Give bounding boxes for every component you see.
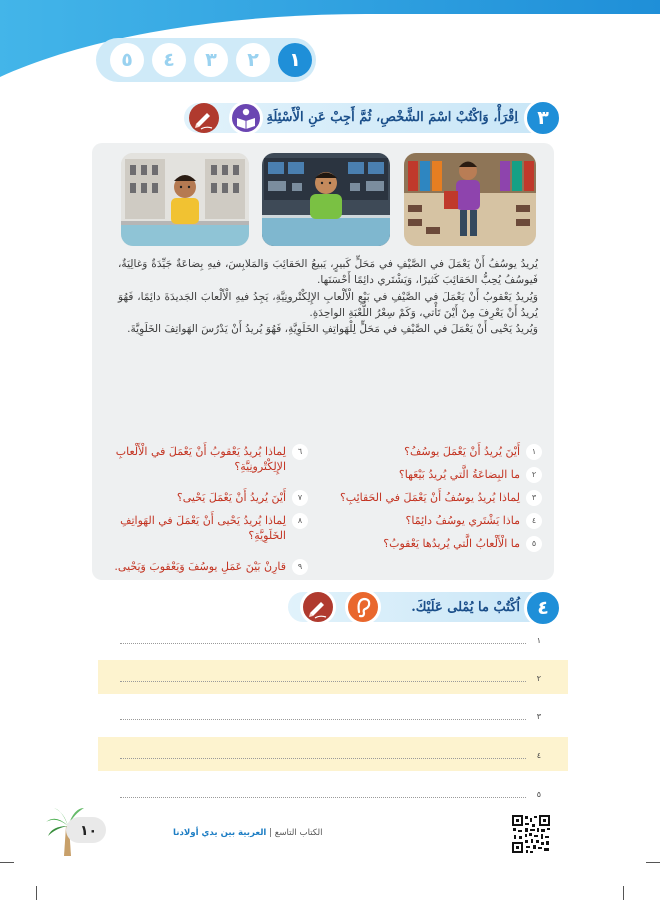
question-5: ما الْأَلْعابُ الَّتي يُريدُها يَعْقوبُ؟ [383, 537, 520, 550]
step-2[interactable]: ٢ [236, 43, 270, 77]
dictation-line-3[interactable] [98, 698, 568, 732]
question-number: ١ [526, 444, 542, 460]
section-4-title: اُكْتُبْ ما يُمْلى عَلَيْكَ. [411, 600, 520, 615]
crop-mark [36, 886, 37, 900]
footer-book-title [173, 828, 323, 838]
question-9: قارِنْ بَيْنَ عَمَلِ يوسُفَ وَيَعْقوبَ وَيَحْيى. [114, 560, 286, 573]
question-number: ٥ [526, 536, 542, 552]
crop-mark [623, 886, 624, 900]
dictation-line-1[interactable] [98, 622, 568, 656]
question-number: ٢ [526, 467, 542, 483]
question-1: أَيْنَ يُريدُ أَنْ يَعْمَلَ يوسُفُ؟ [404, 445, 520, 458]
step-3[interactable]: ٣ [194, 43, 228, 77]
listen-ear-icon [345, 589, 381, 625]
crop-mark [646, 862, 660, 863]
write-pen-icon [300, 589, 336, 625]
read-book-icon [229, 101, 263, 135]
line-number: ٤ [536, 751, 541, 760]
write-pen-icon-graphic [189, 103, 219, 133]
question-number: ٨ [292, 513, 308, 529]
section-3-number-badge: ٣ [524, 99, 562, 137]
line-number: ١ [536, 636, 541, 645]
question-8: لِماذا يُريدُ يَحْيى أَنْ يَعْمَلَ في الهَواتِفِ الخَلَوِيَّةِ؟ [120, 514, 286, 542]
question-number: ٦ [292, 444, 308, 460]
question-3: لِماذا يُريدُ يوسُفُ أَنْ يَعْمَلَ في الحَقائِبِ؟ [339, 491, 520, 504]
passage-paragraph-yahya: وَيُريدُ يَحْيى أَنْ يَعْمَلَ في الصَّيْفِ في مَحَلٍّ لِلْهَواتِفِ الخَلَوِيَّةِ، فَهُوَ يُريدُ أَنْ يَدْرُسَ الهَواتِفَ الخَلَوِيَّةَ. [127, 323, 538, 336]
question-number: ٩ [292, 559, 308, 575]
question-number: ٧ [292, 490, 308, 506]
step-5[interactable]: ٥ [110, 43, 144, 77]
clothing-shop-illustration [404, 153, 536, 246]
passage-paragraph-yaqub: وَيُريدُ يَعْقوبُ أَنْ يَعْمَلَ في الصَّيْفِ في بَيْعِ الْأَلْعابِ الإِلِكْتْرونِيَّةِ، يَجِدُ فيهِ الْأَلْعابَ الجَديدَةَ دائِمًا، فَهُوَ يُريدُ أَنْ يَعْرِفَ مِنْ أَيْنَ تَأْتي، وَكَمْ سِعْرُ اللُّعْبَةِ الواحِدَةِ. [118, 290, 538, 319]
footer-series-name: العربية بين يدي أولادنا [173, 828, 267, 838]
electronics-shop-illustration [262, 153, 390, 246]
writing-line[interactable] [120, 681, 526, 682]
question-6: لِماذا يُريدُ يَعْقوبُ أَنْ يَعْمَلَ في الْأَلْعابِ الإِلِكْتْرونِيَّةِ؟ [115, 445, 286, 473]
step-1-active[interactable]: ١ [278, 43, 312, 77]
clothing-shop-boy-photo [404, 153, 536, 246]
qr-code[interactable] [511, 814, 551, 854]
question-number: ٣ [526, 490, 542, 506]
line-number: ٣ [536, 712, 541, 721]
read-book-icon-graphic [232, 104, 260, 132]
writing-line[interactable] [120, 797, 526, 798]
dictation-line-4[interactable] [98, 737, 568, 771]
listen-ear-icon-graphic [348, 592, 378, 622]
writing-line[interactable] [120, 643, 526, 644]
question-2: ما البِضاعَةُ الَّتي يُريدُ بَيْعَها؟ [398, 468, 520, 481]
phone-shop-boy-photo [121, 153, 249, 246]
page-number: ١٠ [80, 823, 98, 839]
phone-shop-illustration [121, 153, 249, 246]
section-4-number-badge: ٤ [524, 589, 562, 627]
dictation-line-2[interactable] [98, 660, 568, 694]
footer-separator: | [266, 828, 273, 838]
question-4: ماذا يَشْتَري يوسُفُ دائِمًا؟ [405, 514, 520, 527]
reading-passage [118, 256, 538, 337]
question-number: ٤ [526, 513, 542, 529]
writing-line[interactable] [120, 719, 526, 720]
line-number: ٥ [536, 790, 541, 799]
passage-paragraph-yusuf: يُريدُ يوسُفُ أَنْ يَعْمَلَ في الصَّيْفِ في مَحَلٍّ كَبيرٍ، يَبيعُ الحَقائِبَ وَالمَلابِسَ، فيهِ بِضاعَةٌ جَيِّدَةٌ وَغالِيَةٌ، فَيوسُفُ يُحِبُّ الحَقائِبَ كَثيرًا، وَيَشْتَري دائِمًا أَحْسَنَها. [118, 258, 538, 287]
writing-line[interactable] [120, 758, 526, 759]
electronics-shop-boy-photo [262, 153, 390, 246]
write-pen-icon [189, 103, 219, 133]
question-7: أَيْنَ يُريدُ أَنْ يَعْمَلَ يَحْيى؟ [176, 491, 286, 504]
step-4[interactable]: ٤ [152, 43, 186, 77]
footer-book-name: الكتاب التاسع [274, 828, 323, 838]
dictation-line-5[interactable] [98, 776, 568, 810]
crop-mark [0, 862, 14, 863]
write-pen-icon-graphic [303, 592, 333, 622]
section-3-title: اِقْرَأْ، وَاكْتُبْ اسْمَ الشَّخْصِ، ثُمَّ أَجِبْ عَنِ الْأَسْئِلَةِ [266, 110, 518, 125]
line-number: ٢ [536, 674, 541, 683]
qr-code-graphic [511, 814, 551, 854]
